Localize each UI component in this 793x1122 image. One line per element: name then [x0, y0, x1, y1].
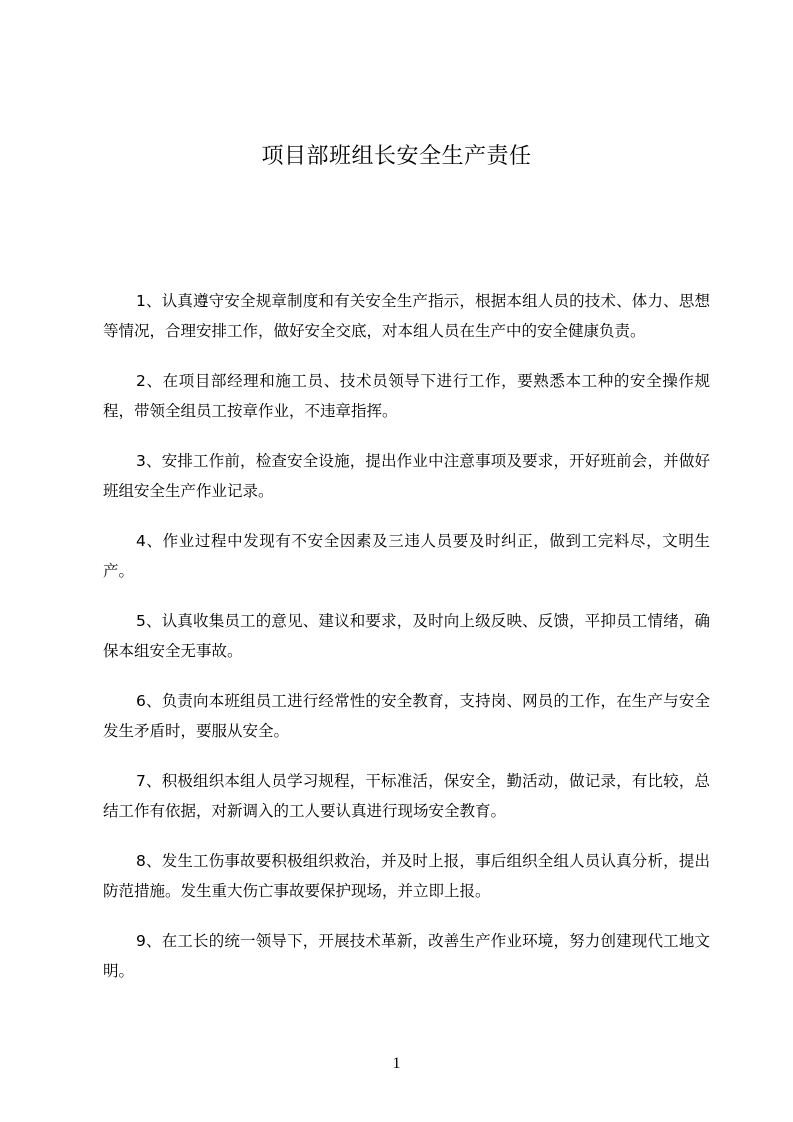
responsibility-list	[103, 286, 710, 1006]
list-item: 6、负责向本班组员工进行经常性的安全教育，支持岗、网员的工作，在生产与安全发生矛盾时，要服从安全。	[103, 692, 710, 740]
list-item: 9、在工长的统一领导下，开展技术革新，改善生产作业环境，努力创建现代工地文明。	[103, 932, 710, 980]
document-title: 项目部班组长安全生产责任	[261, 144, 532, 169]
list-item: 4、作业过程中发现有不安全因素及三违人员要及时纠正，做到工完料尽，文明生产。	[103, 532, 710, 580]
list-item: 2、在项目部经理和施工员、技术员领导下进行工作，要熟悉本工种的安全操作规程，带领全组员工按章作业，不违章指挥。	[103, 372, 710, 420]
page-number: 1	[392, 1055, 401, 1072]
list-item: 3、安排工作前，检查安全设施，提出作业中注意事项及要求，开好班前会，并做好班组安全生产作业记录。	[103, 452, 710, 500]
list-item: 5、认真收集员工的意见、建议和要求，及时向上级反映、反馈，平抑员工情绪，确保本组安全无事故。	[103, 612, 710, 660]
list-item: 8、发生工伤事故要积极组织救治，并及时上报，事后组织全组人员认真分析，提出防范措施。发生重大伤亡事故要保护现场，并立即上报。	[103, 852, 710, 900]
list-item: 7、积极组织本组人员学习规程，干标准活，保安全，勤活动，做记录，有比较，总结工作有依据，对新调入的工人要认真进行现场安全教育。	[103, 772, 710, 820]
list-item: 1、认真遵守安全规章制度和有关安全生产指示，根据本组人员的技术、体力、思想等情况，合理安排工作，做好安全交底，对本组人员在生产中的安全健康负责。	[103, 292, 710, 340]
